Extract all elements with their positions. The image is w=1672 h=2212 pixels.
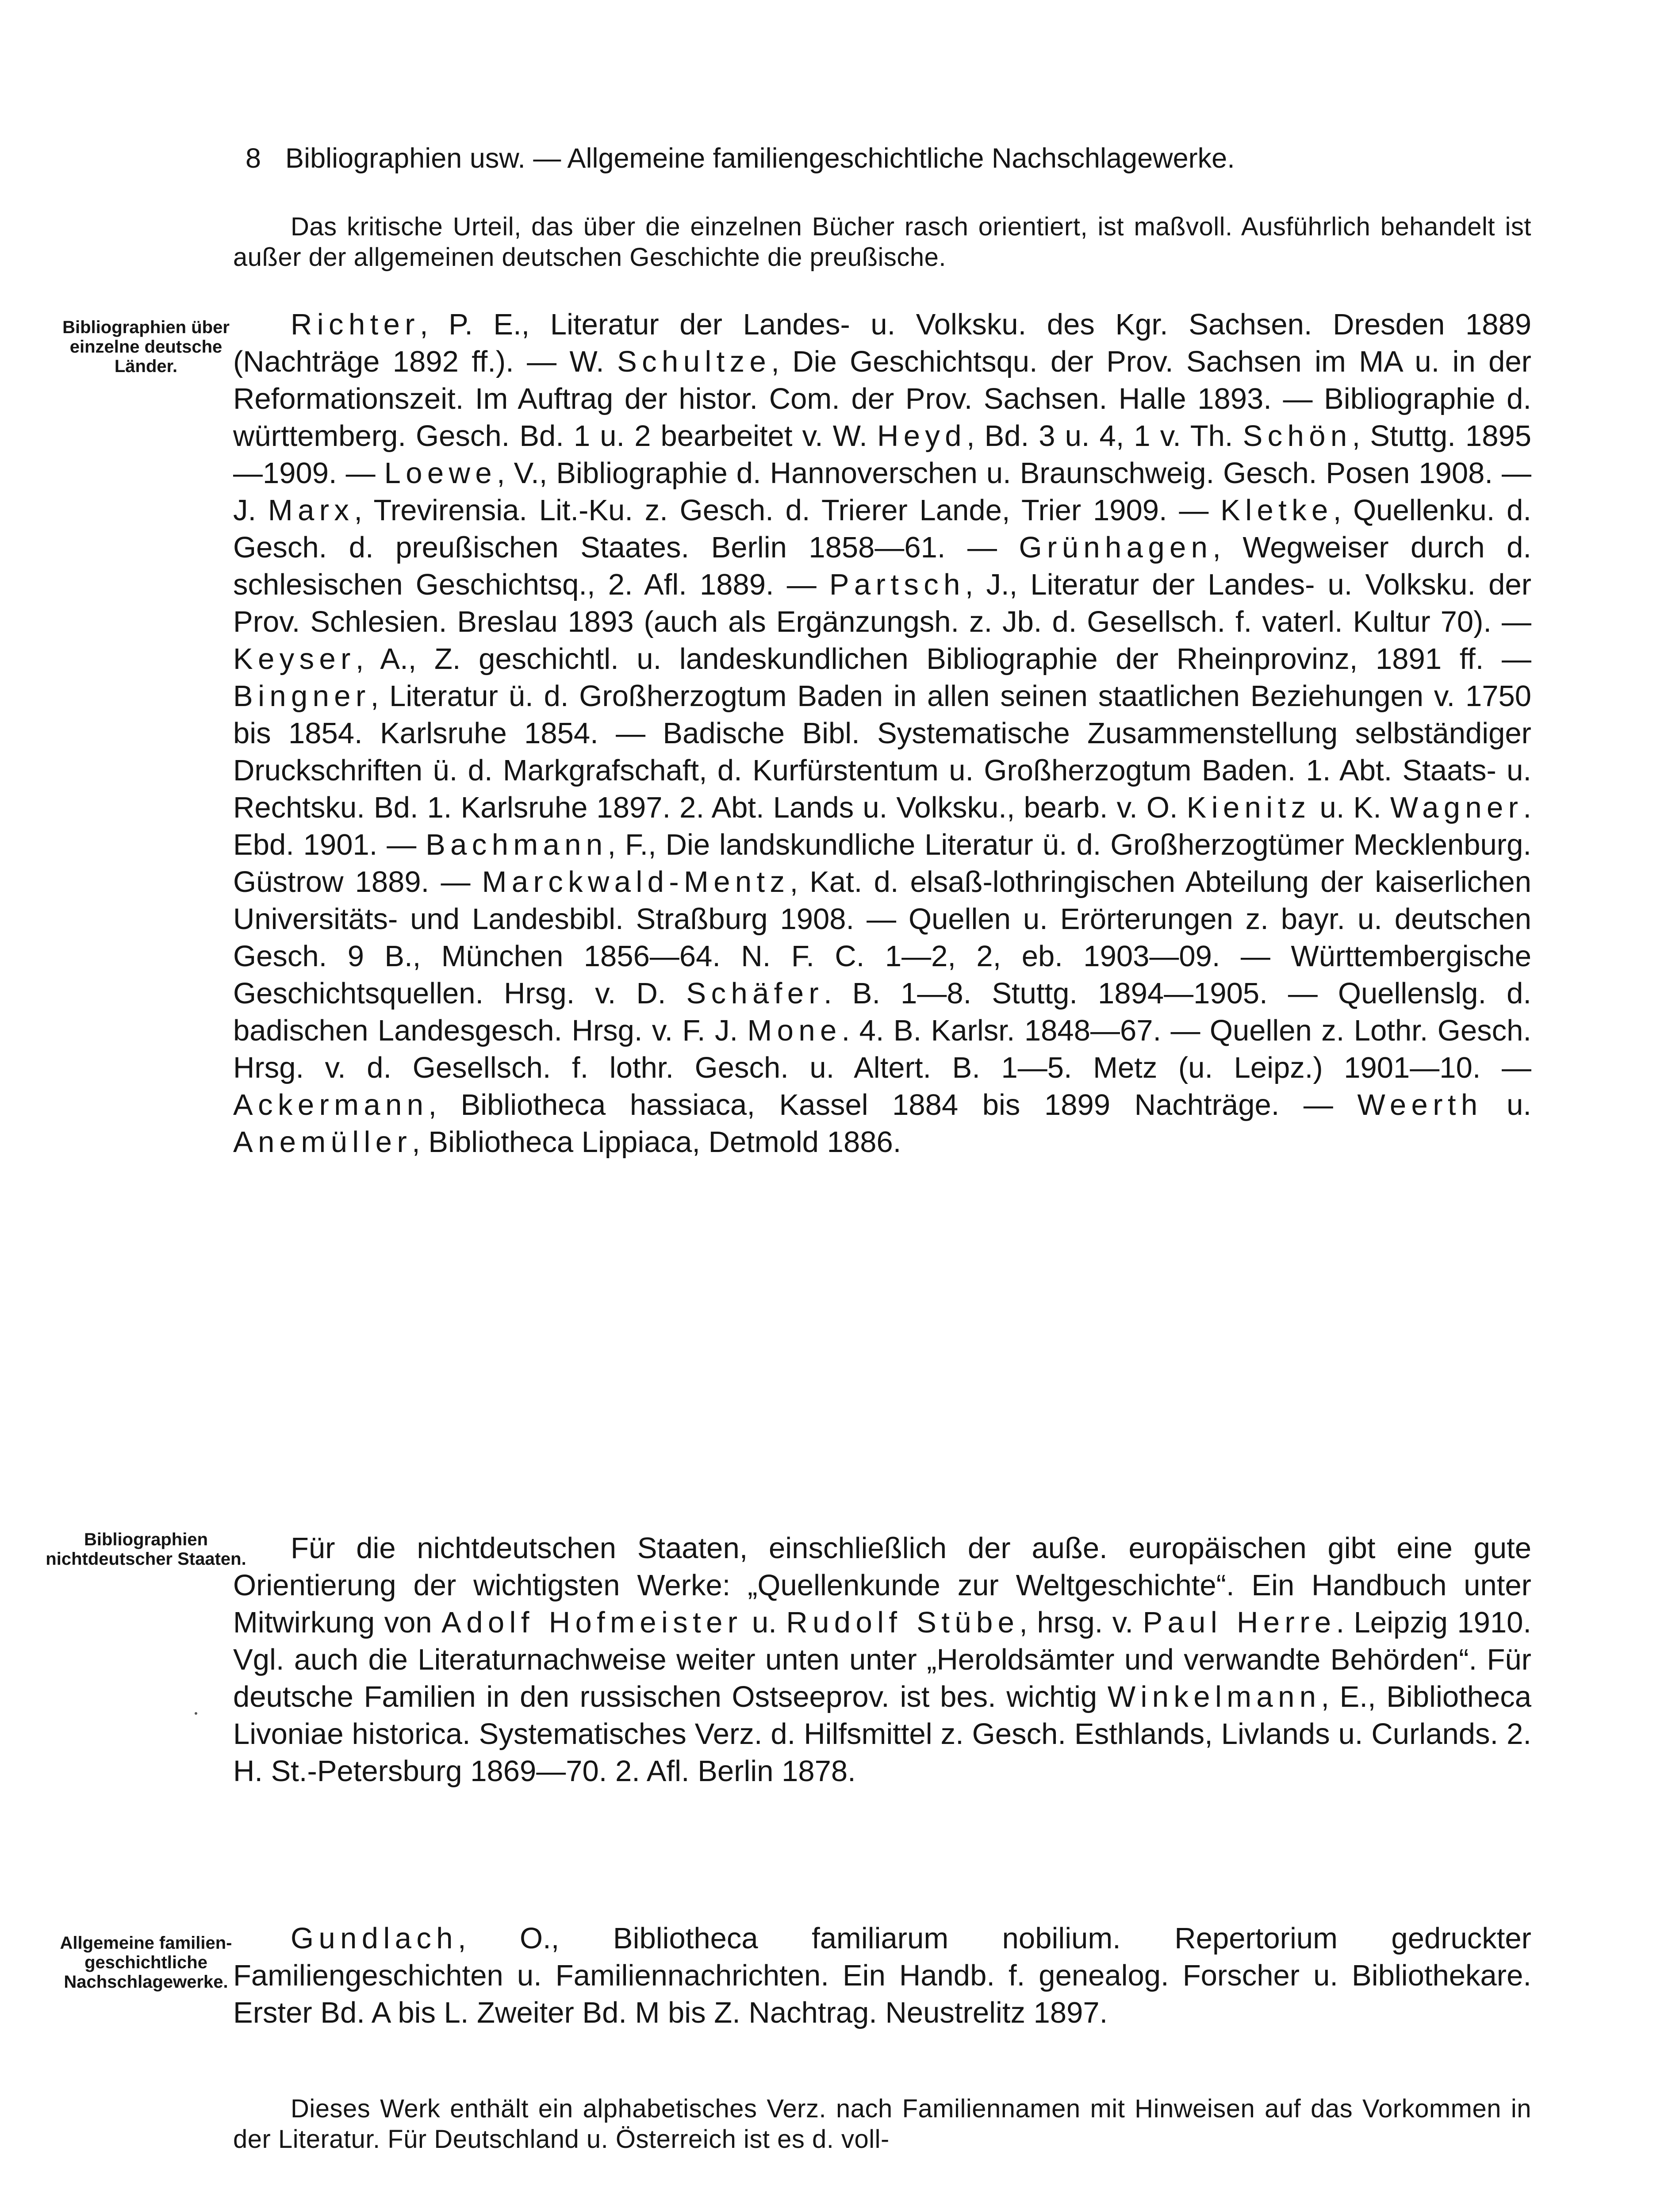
german-lands-bibliography-paragraph <box>233 306 1531 1161</box>
text-segment: . Ebd. 1901. — <box>233 791 1531 861</box>
spaced-author-name: Loewe <box>384 457 497 490</box>
text-segment: , Die Geschichtsqu. der Prov. Sachsen im MA u. in der Reformationszeit. Im Auftrag der histor. Com. der Prov. Sachsen. Halle 1893. — Bibliographie d. württemberg. Gesch. Bd. 1 u. 2 bearbeitet v. W. <box>233 345 1531 453</box>
closing-paragraph: Dieses Werk enthält ein alphabetisches Verz. nach Familiennamen mit Hinweisen auf das Vorkommen in der Literatur. Für Deutschland u. Österreich ist es d. voll- <box>233 2094 1531 2154</box>
margin-note-general-reference: Allgemeine familiengeschichtliche Nachschlagewerke. <box>60 1933 232 1992</box>
text-segment: u. <box>1482 1088 1532 1121</box>
spaced-author-name: Grünhagen <box>1019 531 1213 564</box>
spaced-author-name: Heyd <box>877 419 966 453</box>
text-segment: . B. 1—8. Stuttg. 1894—1905. — Quellenslg. d. badischen Landesgesch. Hrsg. v. F. J. <box>233 977 1531 1047</box>
spaced-author-name: Schön <box>1242 419 1352 453</box>
spaced-author-name: Bingner <box>233 680 371 713</box>
spaced-author-name: Bachmann <box>426 828 608 861</box>
margin-note-german-lands: Bibliographien über einzelne deutsche Länder. <box>62 318 230 376</box>
spaced-author-name: Mone <box>747 1014 842 1047</box>
foreign-states-paragraph <box>233 1530 1531 1790</box>
spaced-author-name: Keyser <box>233 642 356 676</box>
spaced-author-name: Partsch <box>829 568 965 601</box>
text-segment: u. K. <box>1311 791 1390 824</box>
text-segment: , Trevirensia. Lit.-Ku. z. Gesch. d. Trierer Lande, Trier 1909. — <box>354 494 1221 527</box>
text-segment: . Leipzig 1910. Vgl. auch die Literaturnachweise weiter unten unter „Heroldsämter und verwandte Behörden“. Für deutsche Familien in den russischen Ostseeprov. ist bes. wichtig <box>233 1606 1532 1713</box>
spaced-author-name: Schäfer <box>686 977 824 1010</box>
running-head <box>245 141 1528 176</box>
text-segment: , E., Bibliotheca Livoniae historica. Systematisches Verz. d. Hilfsmittel z. Gesch. Esthlands, Livlands u. Curlands. 2. H. St.-Petersburg 1869—70. 2. Afl. Berlin 1878. <box>233 1680 1531 1788</box>
text-segment: , P. E., Literatur der Landes- u. Volksku. des Kgr. Sachsen. Dresden 1889 (Nachträge 1892 ff.). — W. <box>233 308 1531 378</box>
text-segment: , Wegweiser durch d. schlesischen Geschichtsq., 2. Afl. 1889. — <box>233 531 1531 601</box>
spaced-author-name: Ackermann <box>233 1088 429 1121</box>
running-title: Bibliographien usw. — Allgemeine familiengeschichtliche Nachschlagewerke. <box>285 143 1235 174</box>
intro-paragraph: Das kritische Urteil, das über die einzelnen Bücher rasch orientiert, ist maßvoll. Ausführlich behandelt ist außer der allgemeinen deutschen Geschichte die preußische. <box>233 212 1531 272</box>
text-segment: , Bd. 3 u. 4, 1 v. Th. <box>966 419 1243 453</box>
text-segment: , J., Literatur der Landes- u. Volksku. der Prov. Schlesien. Breslau 1893 (auch als Ergänzungsh. z. Jb. d. Gesellsch. f. vaterl. Kultur 70). — <box>233 568 1532 638</box>
text-segment: u. <box>742 1606 786 1639</box>
text-segment: , Bibliotheca hassiaca, Kassel 1884 bis 1899 Nachträge. — <box>428 1088 1358 1121</box>
spaced-author-name: Gundlach <box>291 1922 458 1955</box>
text-segment: , F., Die landskundliche Literatur ü. d. Großherzogtümer Mecklenburg. Güstrow 1889. — <box>233 828 1531 899</box>
spaced-author-name: Weerth <box>1357 1088 1483 1121</box>
spaced-author-name: Marx <box>268 494 354 527</box>
margin-note-foreign-states: Bibliographien nichtdeutscher Staaten. <box>46 1530 246 1569</box>
text-segment: , Stuttg. 1895—1909. — <box>233 419 1531 490</box>
text-segment: , V., Bibliographie d. Hannoverschen u. Braunschweig. Gesch. Posen 1908. — J. <box>233 457 1531 527</box>
general-reference-paragraph <box>233 1920 1531 2032</box>
spaced-author-name: Adolf Hofmeister <box>441 1606 743 1639</box>
spaced-author-name: Kienitz <box>1186 791 1311 824</box>
spaced-author-name: Anemüller <box>233 1125 412 1159</box>
text-segment: . 4. B. Karlsr. 1848—67. — Quellen z. Lothr. Gesch. Hrsg. v. d. Gesellsch. f. lothr. Gesch. u. Altert. B. 1—5. Metz (u. Leipz.) 1901—10. — <box>233 1014 1531 1084</box>
page-number: 8 <box>245 143 261 174</box>
text-segment: , hrsg. v. <box>1019 1606 1143 1639</box>
spaced-author-name: Marckwald-Mentz <box>482 865 790 899</box>
spaced-author-name: Wagner <box>1390 791 1523 824</box>
spaced-author-name: Paul Herre <box>1143 1606 1336 1639</box>
text-segment: Für die nichtdeutschen Staaten, einschließlich der auße. europäischen gibt eine gute Orientierung der wichtigsten Werke: „Quellenkunde zur Weltgeschichte“. Ein Handbuch unter Mitwirkung von <box>233 1532 1531 1639</box>
text-segment: , Kat. d. elsaß-lothringischen Abteilung der kaiserlichen Universitäts- und Landesbibl. Straßburg 1908. — Quellen u. Erörterungen z. bayr. u. deutschen Gesch. 9 B., München 1856—64. N. F. C. 1—2, 2, eb. 1903—09. — Württembergische Geschichtsquellen. Hrsg. v. D. <box>233 865 1531 1010</box>
print-speck <box>195 1712 197 1715</box>
spaced-author-name: Kletke <box>1220 494 1333 527</box>
text-segment: , Quellenku. d. Gesch. d. preußischen Staates. Berlin 1858—61. — <box>233 494 1532 564</box>
spaced-author-name: Winkelmann <box>1107 1680 1321 1713</box>
spaced-author-name: Schultze <box>617 345 771 378</box>
text-segment: , Bibliotheca Lippiaca, Detmold 1886. <box>412 1125 901 1159</box>
spaced-author-name: Richter <box>291 308 420 341</box>
text-segment: , A., Z. geschichtl. u. landeskundlichen Bibliographie der Rheinprovinz, 1891 ff. — <box>355 642 1531 676</box>
text-segment: , Literatur ü. d. Großherzogtum Baden in allen seinen staatlichen Beziehungen v. 1750 bis 1854. Karlsruhe 1854. — Badische Bibl. Systematische Zusammenstellung selbständiger Druckschriften ü. d. Markgrafschaft, d. Kurfürstentum u. Großherzogtum Baden. 1. Abt. Staats- u. Rechtsku. Bd. 1. Karlsruhe 1897. 2. Abt. Lands u. Volksku., bearb. v. O. <box>233 680 1531 824</box>
text-segment: , O., Bibliotheca familiarum nobilium. Repertorium gedruckter Familiengeschichten u. Familiennachrichten. Ein Handb. f. genealog. Forscher u. Bibliothekare. Erster Bd. A bis L. Zweiter Bd. M bis Z. Nachtrag. Neustrelitz 1897. <box>233 1922 1531 2029</box>
spaced-author-name: Rudolf Stübe <box>786 1606 1020 1639</box>
